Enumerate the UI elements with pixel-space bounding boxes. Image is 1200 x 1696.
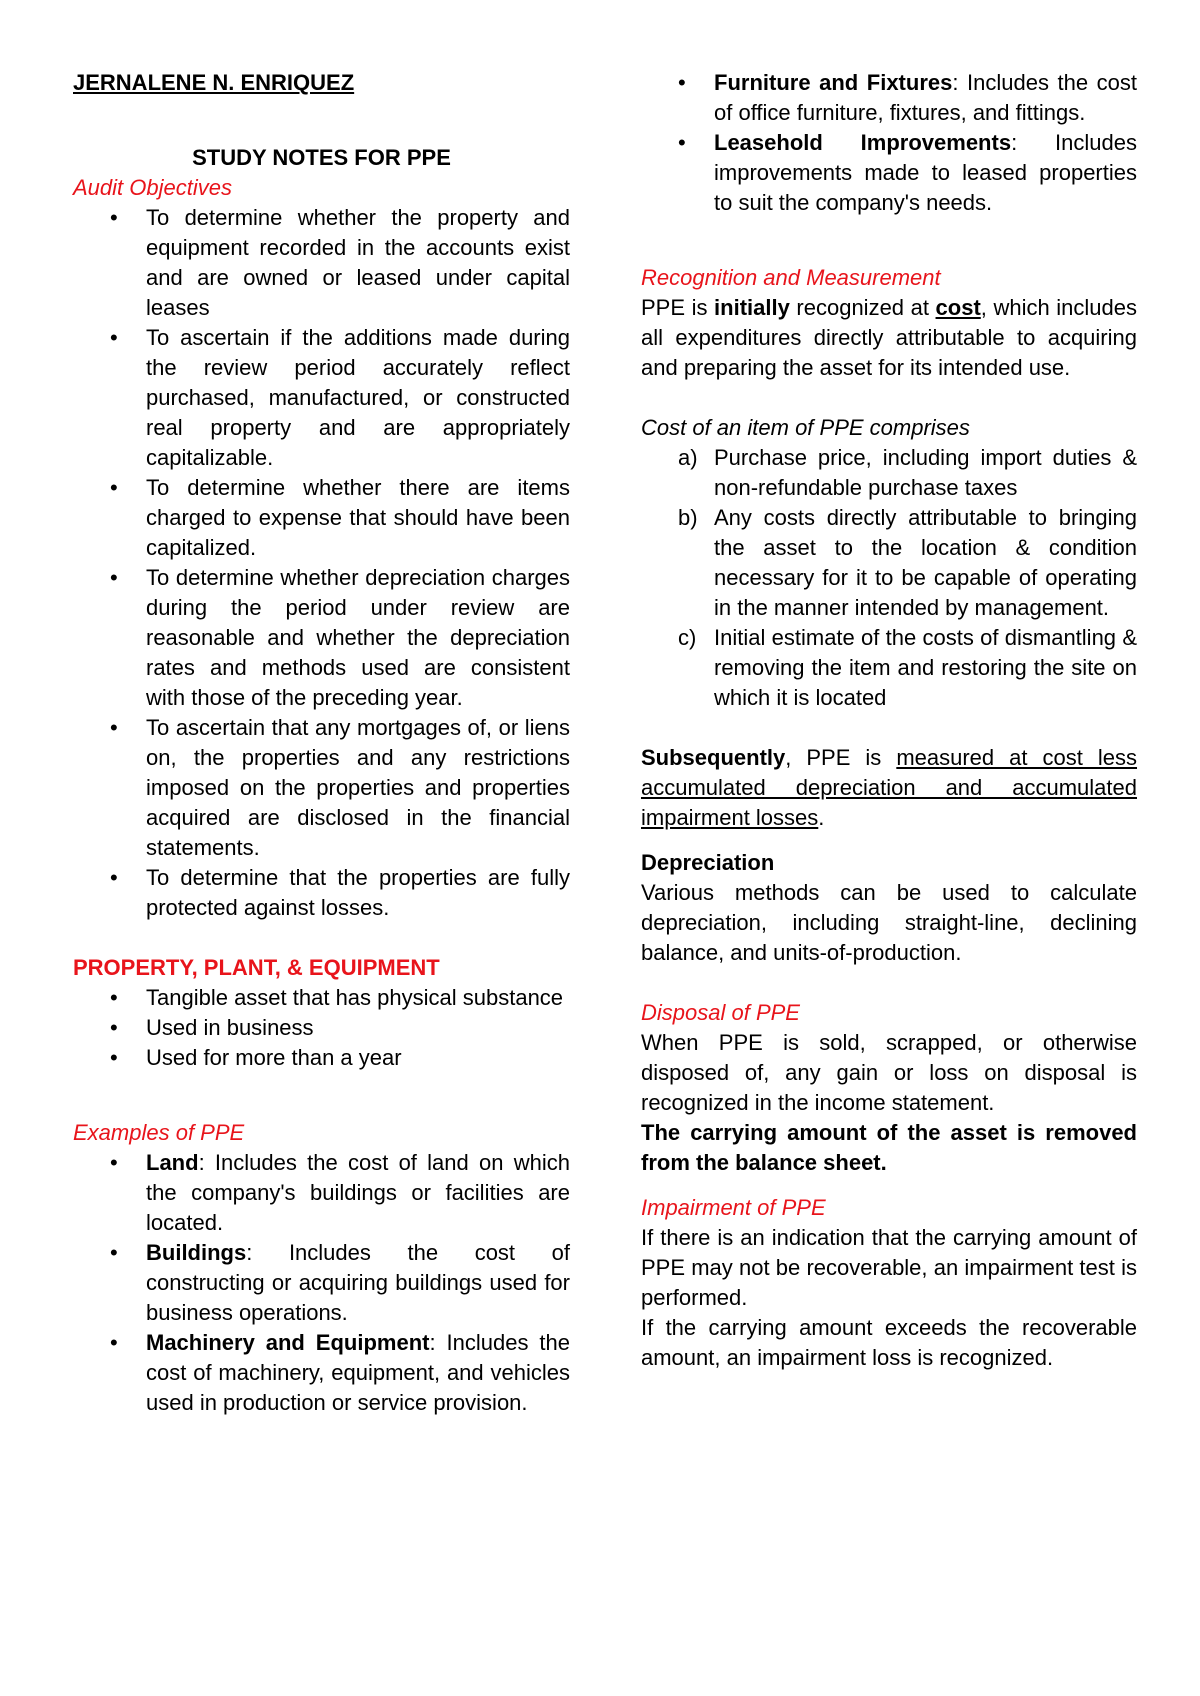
recognition-paragraph: PPE is initially recognized at cost, which includes all expenditures directly attributable to acquiring and preparing the asset for its intended use.: [641, 295, 1137, 380]
audit-objectives-heading: Audit Objectives: [73, 175, 232, 200]
bullet-icon: •: [678, 70, 686, 95]
list-item: a) Purchase price, including import duties & non-refundable purchase taxes: [678, 445, 1137, 500]
document-title: STUDY NOTES FOR PPE: [192, 145, 451, 170]
examples-heading: Examples of PPE: [73, 1120, 245, 1145]
list-item: • To determine whether depreciation charges during the period under review are reasonable and whether the depreciation rates and methods used are consistent with those of the preceding year.: [110, 565, 570, 710]
list-item: c) Initial estimate of the costs of dismantling & removing the item and restoring the site on which it is located: [678, 625, 1137, 710]
list-item: • Machinery and Equipment: Includes the cost of machinery, equipment, and vehicles used in production or service provision.: [110, 1330, 570, 1415]
list-item: • To ascertain if the additions made during the review period accurately reflect purchased, manufactured, or constructed real property and are appropriately capitalizable.: [110, 325, 570, 470]
bullet-icon: •: [110, 1330, 118, 1355]
examples-list-continued: [641, 68, 1137, 218]
audit-objectives-list: [110, 203, 570, 923]
left-column: [73, 68, 570, 1418]
depreciation-heading: Depreciation: [641, 850, 775, 875]
list-item: • Leasehold Improvements: Includes improvements made to leased properties to suit the company's needs.: [678, 130, 1137, 215]
bullet-icon: •: [110, 1045, 118, 1070]
list-item: • To determine whether the property and equipment recorded in the accounts exist and are owned or leased under capital leases: [110, 205, 570, 320]
bullet-icon: •: [110, 985, 118, 1010]
list-item: • Land: Includes the cost of land on which the company's buildings or facilities are located.: [110, 1150, 570, 1235]
author-name: JERNALENE N. ENRIQUEZ: [73, 70, 355, 95]
right-column: [641, 68, 1137, 1373]
bullet-icon: •: [110, 325, 118, 350]
list-item: • Tangible asset that has physical substance: [73, 983, 570, 1013]
cost-items-heading: Cost of an item of PPE comprises: [641, 415, 970, 440]
list-item: • Furniture and Fixtures: Includes the cost of office furniture, fixtures, and fittings.: [678, 70, 1137, 125]
bullet-icon: •: [110, 715, 118, 740]
list-item: b) Any costs directly attributable to bringing the asset to the location & condition necessary for it to be capable of operating in the manner intended by management.: [678, 505, 1137, 620]
bullet-icon: •: [110, 1150, 118, 1175]
disposal-heading: Disposal of PPE: [641, 1000, 800, 1025]
impairment-heading: Impairment of PPE: [641, 1195, 826, 1220]
cost-items-list: [641, 443, 1137, 713]
bullet-icon: •: [110, 475, 118, 500]
list-item: • To determine whether there are items charged to expense that should have been capitalized.: [110, 475, 570, 560]
list-item: • Used for more than a year: [73, 1043, 570, 1073]
bullet-icon: •: [110, 1015, 118, 1040]
bullet-icon: •: [110, 865, 118, 890]
list-item: • Buildings: Includes the cost of constructing or acquiring buildings used for business operations.: [110, 1240, 570, 1325]
list-item: • To ascertain that any mortgages of, or liens on, the properties and any restrictions imposed on the properties and properties acquired are disclosed in the financial statements.: [110, 715, 570, 860]
bullet-icon: •: [110, 565, 118, 590]
impairment-paragraph-1: If there is an indication that the carrying amount of PPE may not be recoverable, an impairment test is performed.: [641, 1225, 1137, 1310]
bullet-icon: •: [110, 1240, 118, 1265]
disposal-paragraph: When PPE is sold, scrapped, or otherwise disposed of, any gain or loss on disposal is recognized in the income statement.: [641, 1030, 1137, 1115]
ppe-heading: PROPERTY, PLANT, & EQUIPMENT: [73, 955, 440, 980]
bullet-icon: •: [110, 205, 118, 230]
subsequent-paragraph: Subsequently, PPE is measured at cost less accumulated depreciation and accumulated impairment losses.: [641, 745, 1138, 830]
depreciation-paragraph: Various methods can be used to calculate depreciation, including straight-line, declining balance, and units-of-production.: [641, 880, 1137, 965]
bullet-icon: •: [678, 130, 686, 155]
ppe-list: [110, 983, 570, 1073]
disposal-bold-paragraph: The carrying amount of the asset is removed from the balance sheet.: [641, 1120, 1137, 1175]
impairment-paragraph-2: If the carrying amount exceeds the recoverable amount, an impairment loss is recognized.: [641, 1315, 1137, 1370]
list-item: • To determine that the properties are fully protected against losses.: [110, 865, 570, 920]
examples-list: [110, 1148, 570, 1418]
list-item: • Used in business: [73, 1013, 570, 1043]
recognition-heading: Recognition and Measurement: [641, 265, 941, 290]
